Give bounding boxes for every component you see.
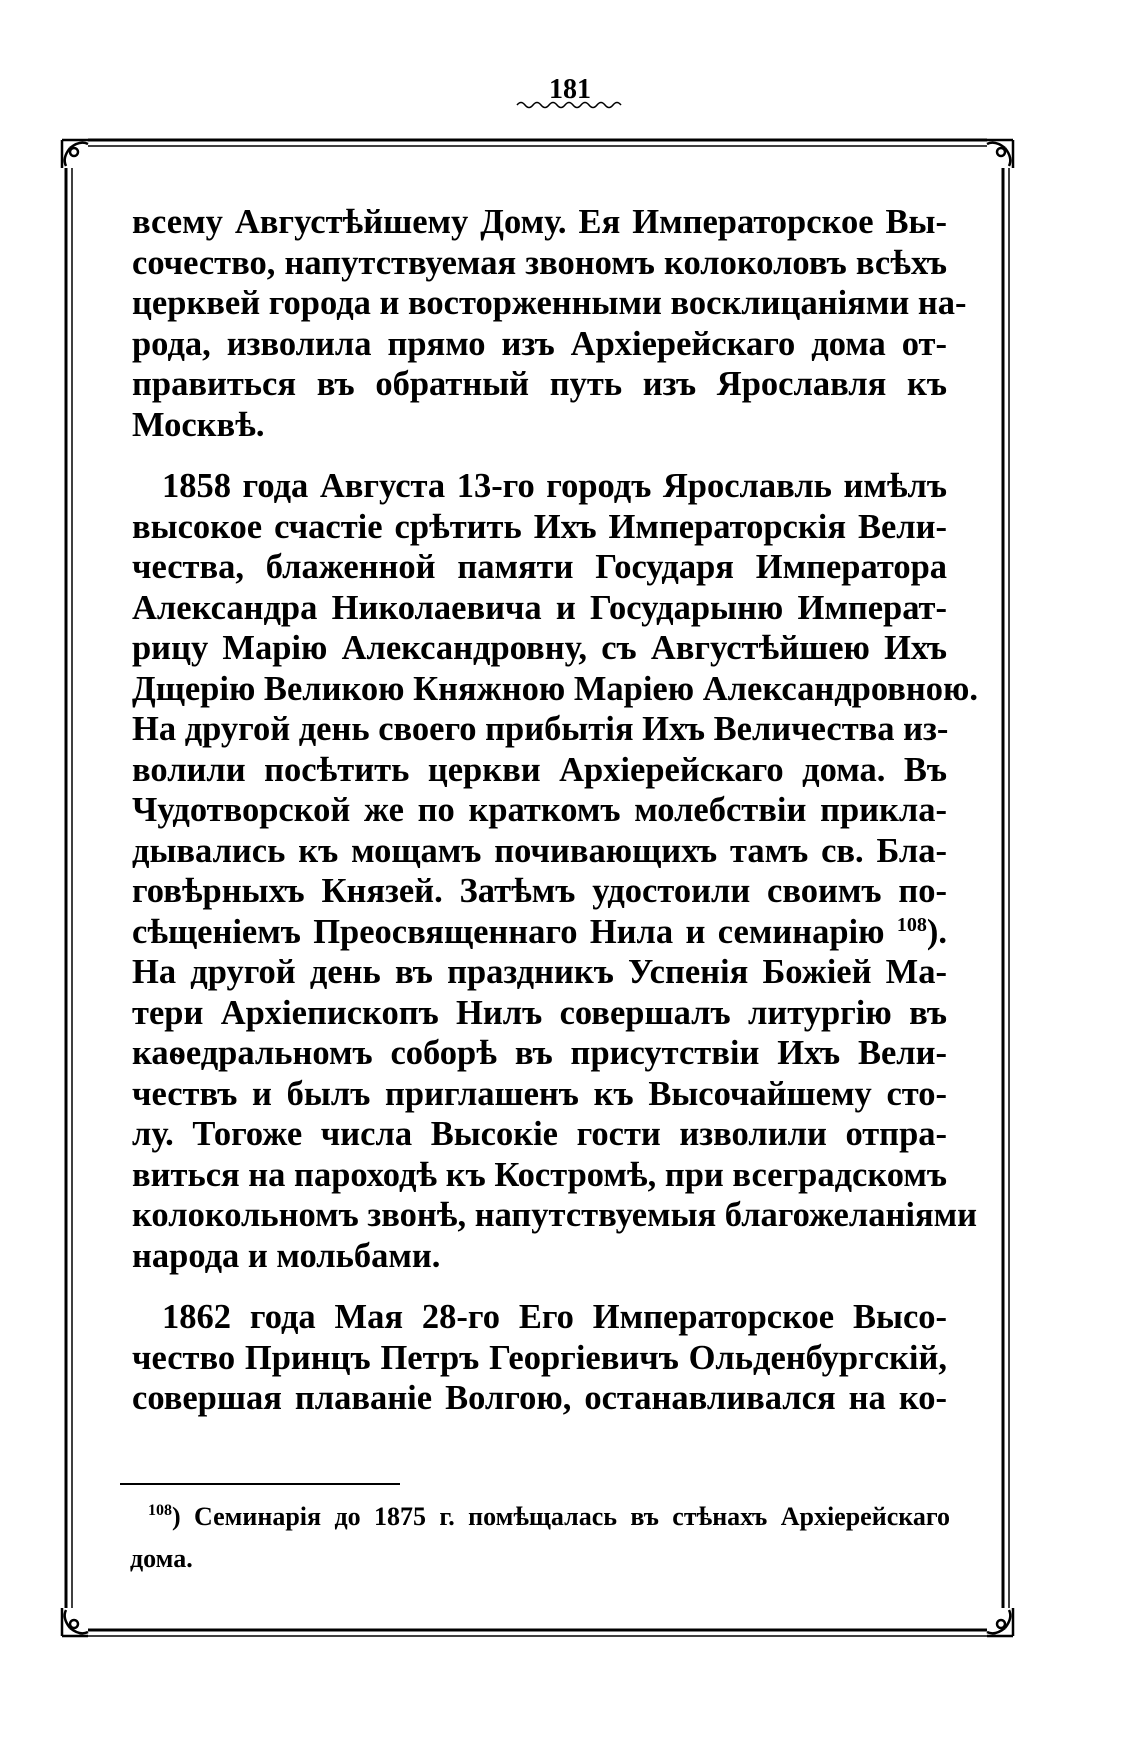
text-line: лу. Тогоже числа Высокіе гости изволили отпра- [132, 1115, 947, 1153]
text-line: Москвѣ. [132, 405, 265, 444]
footnote-text: ) Семинарія до 1875 г. помѣщалась въ стѣнахъ Архіерейскаго [172, 1502, 950, 1531]
footnote-reference[interactable]: 108 [896, 913, 927, 936]
text-line: рода, изволила прямо изъ Архіерейскаго дома от- [132, 324, 947, 363]
footnote-divider [120, 1483, 400, 1485]
footnote-marker: 108 [148, 1502, 172, 1519]
text-line: правиться въ обратный путь изъ Ярославля къ [132, 365, 947, 403]
text-line: церквей города и восторженными восклицаніями на- [132, 284, 967, 322]
text-line: Чудотворской же по краткомъ молебствіи прикла- [132, 791, 947, 829]
text-line: На другой день въ праздникъ Успенія Божіей Ма- [132, 953, 947, 991]
text-line: На другой день своего прибытія Ихъ Величества из- [132, 710, 949, 748]
text-line: чество Принцъ Петръ Георгіевичъ Ольденбургскій, [132, 1338, 947, 1377]
text-line: совершая плаваніе Волгою, останавливался на ко- [132, 1379, 947, 1417]
text-line: говѣрныхъ Князей. Затѣмъ удостоили своимъ по- [132, 872, 947, 910]
text-line-part: сѣщеніемъ Преосвященнаго Нила и семинарію [132, 912, 885, 951]
footnote [130, 1496, 950, 1580]
text-line: сочество, напутствуемая звономъ колоколовъ всѣхъ [132, 243, 947, 282]
text-line-part: ). [926, 912, 947, 951]
page-number [0, 74, 1140, 110]
text-line: рицу Марію Александровну, съ Августѣйшею Ихъ [132, 629, 947, 667]
text-line: чествъ и былъ приглашенъ къ Высочайшему сто- [132, 1074, 947, 1113]
text-line: 1858 года Августа 13-го городъ Ярославль имѣлъ [162, 467, 947, 505]
footnote-line: дома. [130, 1544, 193, 1573]
text-line: виться на пароходѣ къ Костромѣ, при всеградскомъ [132, 1155, 947, 1194]
text-line: каѳедральномъ соборѣ въ присутствіи Ихъ Вели- [132, 1034, 947, 1072]
text-line: волили посѣтить церкви Архіерейскаго дома. Въ [132, 750, 947, 789]
text-line: народа и мольбами. [132, 1236, 441, 1275]
text-line: Дщерію Великою Княжною Маріею Александровною. [132, 669, 978, 708]
text-line: 1862 года Мая 28-го Его Императорское Высо- [162, 1298, 947, 1336]
text-line: Александра Николаевича и Государыню Императ- [132, 588, 947, 627]
text-line: всему Августѣйшему Дому. Ея Императорское Вы- [132, 203, 947, 241]
text-line: дывались къ мощамъ почивающихъ тамъ св. Бла- [132, 831, 947, 870]
page-number-text: 181 [549, 74, 591, 105]
text-line: тери Архіепископъ Нилъ совершалъ литургію въ [132, 993, 947, 1032]
text-line-with-footnote [132, 912, 947, 953]
main-text [132, 202, 978, 1419]
footnote-line [130, 1496, 950, 1538]
text-line: колокольномъ звонѣ, напутствуемыя благожеланіями [132, 1196, 977, 1234]
text-line: высокое счастіе срѣтить Ихъ Императорскія Вели- [132, 507, 947, 546]
text-line: чества, блаженной памяти Государя Императора [132, 548, 947, 586]
